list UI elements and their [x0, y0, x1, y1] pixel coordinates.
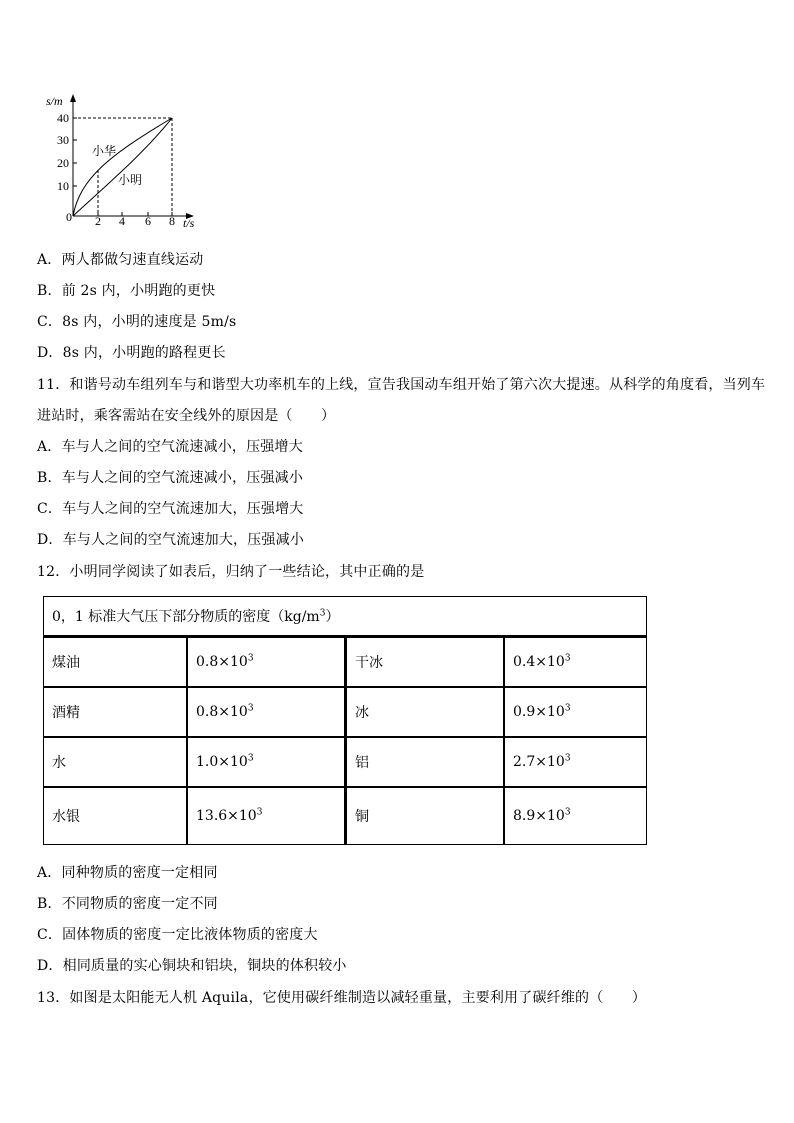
substance-name: 酒精: [43, 687, 187, 737]
density-value: $0.4\times 10^3$: [504, 637, 647, 687]
xiaohua-curve: [73, 118, 172, 216]
substance-name: 冰: [346, 687, 504, 737]
q11-stem-line2: 进站时，乘客需站在安全线外的原因是（ ）: [37, 408, 336, 424]
x-tick-8: 8: [169, 214, 175, 228]
q12-option-a: A．同种物质的密度一定相同: [37, 865, 218, 881]
table-row: [43, 637, 647, 687]
y-tick-40: 40: [57, 111, 69, 125]
q11-option-b: B．车与人之间的空气流速减小，压强减小: [37, 470, 304, 486]
density-table-title: 0，1 标准大气压下部分物质的密度$(kg/m^3)$: [43, 596, 647, 637]
substance-name: 干冰: [346, 637, 504, 687]
substance-name: 铜: [346, 787, 504, 845]
q13-stem: 13．如图是太阳能无人机 Aquila，它使用碳纤维制造以减轻重量，主要利用了碳纤维的（ ）: [37, 990, 647, 1006]
x-tick-2: 2: [95, 214, 101, 228]
y-tick-30: 30: [57, 133, 69, 147]
density-value: $13.6\times 10^3$: [187, 787, 346, 845]
q11-option-d: D．车与人之间的空气流速加大，压强减小: [37, 532, 305, 548]
table-row: [43, 737, 647, 787]
y-axis-arrow: [70, 94, 76, 102]
substance-name: 煤油: [43, 637, 187, 687]
xiaoming-curve: [73, 118, 172, 216]
density-value: $8.9\times 10^3$: [504, 787, 647, 845]
label-xiaoming: 小明: [118, 173, 143, 187]
q10-option-b: B．前 2s 内，小明跑的更快: [37, 283, 216, 299]
q11-stem-line1: 11．和谐号动车组列车与和谐型大功率机车的上线，宣告我国动车组开始了第六次大提速。从科学的角度看，当列车: [37, 377, 766, 393]
q11-option-a: A．车与人之间的空气流速减小，压强增大: [37, 439, 303, 455]
q12-option-d: D．相同质量的实心铜块和铝块，铜块的体积较小: [37, 958, 347, 974]
y-tick-20: 20: [57, 156, 69, 170]
x-axis-label: t/s: [183, 216, 195, 230]
density-value: $0.8\times 10^3$: [187, 637, 346, 687]
x-tick-0: 0: [66, 210, 72, 224]
density-value: $1.0\times 10^3$: [187, 737, 346, 787]
density-value: $2.7\times 10^3$: [504, 737, 647, 787]
density-value: $0.9\times 10^3$: [504, 687, 647, 737]
q10-option-c: C．8s 内，小明的速度是 5m/s: [37, 314, 237, 330]
table-row: [43, 787, 647, 845]
y-axis-label: s/m: [46, 94, 63, 108]
q10-option-a: A．两人都做匀速直线运动: [37, 252, 204, 268]
q11-option-c: C．车与人之间的空气流速加大，压强增大: [37, 501, 304, 517]
y-tick-10: 10: [57, 179, 69, 193]
density-value: $0.8\times 10^3$: [187, 687, 346, 737]
label-xiaohua: 小华: [92, 144, 117, 158]
q12-option-c: C．固体物质的密度一定比液体物质的密度大: [37, 927, 318, 943]
substance-name: 水银: [43, 787, 187, 845]
distance-time-graph: [40, 90, 210, 235]
density-table: [43, 596, 647, 845]
table-row: [43, 687, 647, 737]
q12-option-b: B．不同物质的密度一定不同: [37, 896, 218, 912]
q12-stem: 12．小明同学阅读了如表后，归纳了一些结论，其中正确的是: [37, 564, 425, 580]
x-tick-6: 6: [145, 214, 151, 228]
x-tick-4: 4: [119, 214, 125, 228]
substance-name: 水: [43, 737, 187, 787]
substance-name: 铝: [346, 737, 504, 787]
q10-option-d: D．8s 内，小明跑的路程更长: [37, 345, 226, 361]
